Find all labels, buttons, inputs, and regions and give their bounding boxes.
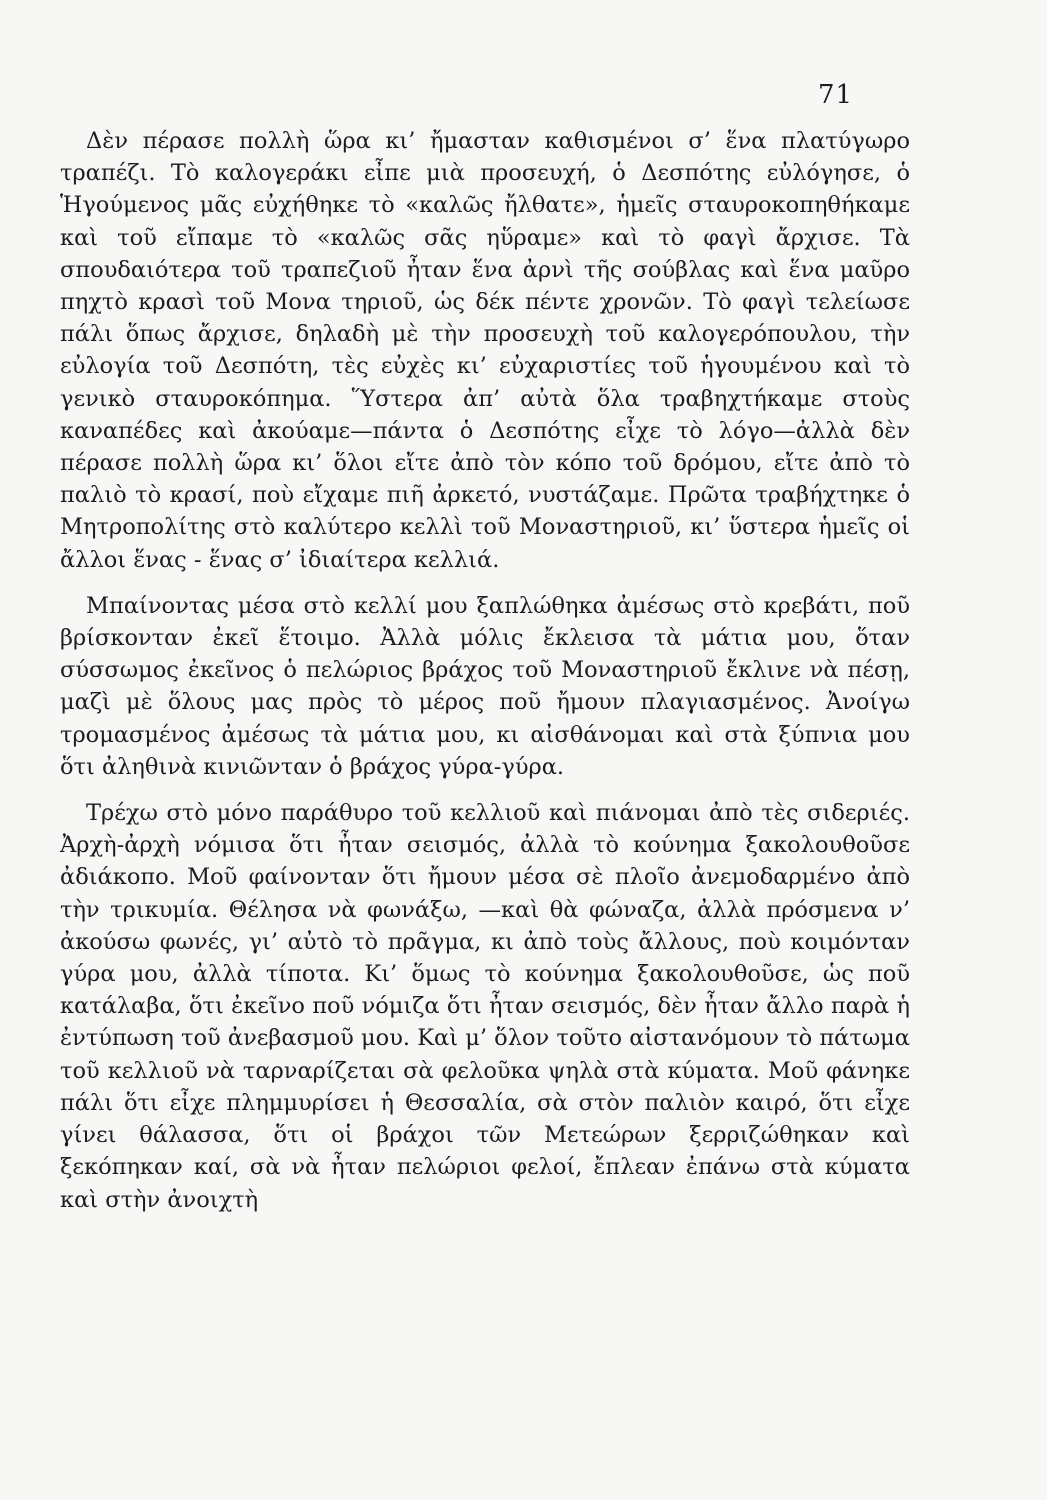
paragraph-1: Δὲν πέρασε πολλὴ ὥρα κι’ ἤμασταν καθισμένοι σ’ ἕνα πλατύγωρο τραπέζι. Τὸ καλογεράκι εἶπε μιὰ προσευχή, ὁ Δεσπότης εὐλόγησε, ὁ Ἡγούμενος μᾶς εὐχήθηκε τὸ «καλῶς ἤλθατε», ἡμεῖς σταυροκοπηθήκαμε καὶ τοῦ εἴπαμε τὸ «καλῶς σᾶς ηὕραμε» καὶ τὸ φαγὶ ἄρχισε. Τὰ σπουδαιότερα τοῦ τραπεζιοῦ ἦταν ἕνα ἀρνὶ τῆς σούβλας καὶ ἕνα μαῦρο πηχτὸ κρασὶ τοῦ Μονα τηριοῦ, ὡς δέκ πέντε χρονῶν. Τὸ φαγὶ τελείωσε πάλι ὅπως ἄρχισε, δηλαδὴ μὲ τὴν προσευχὴ τοῦ καλογερόπουλου, τὴν εὐλογία τοῦ Δεσπότη, τὲς εὐχὲς κι’ εὐχαριστίες τοῦ ἡγουμένου καὶ τὸ γενικὸ σταυροκόπημα. Ὕστερα ἀπ’ αὐτὰ ὅλα τραβηχτήκαμε στοὺς καναπέδες καὶ ἀκούαμε—πάντα ὁ Δεσπότης εἶχε τὸ λόγο—ἀλλὰ δὲν πέρασε πολλὴ ὥρα κι’ ὅλοι εἴτε ἀπὸ τὸν κόπο τοῦ δρόμου, εἴτε ἀπὸ τὸ παλιὸ τὸ κρασί, ποὺ εἴχαμε πιῆ ἀρκετό, νυστάζαμε. Πρῶτα τραβήχτηκε ὁ Μητροπολίτης στὸ καλύτερο κελλὶ τοῦ Μοναστηριοῦ, κι’ ὕστερα ἡμεῖς οἱ ἄλλοι ἕνας - ἕνας σ’ ἰδιαίτερα κελλιά. — [60, 128, 910, 573]
body-text — [60, 125, 910, 1230]
paragraph-3: Τρέχω στὸ μόνο παράθυρο τοῦ κελλιοῦ καὶ πιάνομαι ἀπὸ τὲς σιδεριές. Ἀρχὴ-ἀρχὴ νόμισα ὅτι ἦταν σεισμός, ἀλλὰ τὸ κούνημα ξακολουθοῦσε ἀδιάκοπο. Μοῦ φαίνονταν ὅτι ἤμουν μέσα σὲ πλοῖο ἀνεμοδαρμένο ἀπὸ τὴν τρικυμία. Θέλησα νὰ φωνάξω, —καὶ θὰ φώναζα, ἀλλὰ πρόσμενα ν’ ἀκούσω φωνές, γι’ αὐτὸ τὸ πρᾶγμα, κι ἀπὸ τοὺς ἄλλους, ποὺ κοιμόνταν γύρα μου, ἀλλὰ τίποτα. Κι’ ὅμως τὸ κούνημα ξακολουθοῦσε, ὡς ποῦ κατάλαβα, ὅτι ἐκεῖνο ποῦ νόμιζα ὅτι ἦταν σεισμός, δὲν ἦταν ἄλλο παρὰ ἡ ἐντύπωση τοῦ ἀνεβασμοῦ μου. Καὶ μ’ ὅλον τοῦτο αἰστανόμουν τὸ πάτωμα τοῦ κελλιοῦ νὰ ταρναρίζεται σὰ φελοῦκα ψηλὰ στὰ κύματα. Μοῦ φάνηκε πάλι ὅτι εἶχε πλημμυρίσει ἡ Θεσσαλία, σὰ στὸν παλιὸν καιρό, ὅτι εἶχε γίνει θάλασσα, ὅτι οἱ βράχοι τῶν Μετεώρων ξερριζώθηκαν καὶ ξεκόπηκαν καί, σὰ νὰ ἦταν πελώριοι φελοί, ἔπλεαν ἐπάνω στὰ κύματα καὶ στὴν ἀνοιχτὴ — [60, 800, 910, 1213]
page-number: 71 — [818, 80, 854, 110]
paragraph-2: Μπαίνοντας μέσα στὸ κελλί μου ξαπλώθηκα ἀμέσως στὸ κρεβάτι, ποῦ βρίσκονταν ἐκεῖ ἕτοιμο. Ἀλλὰ μόλις ἔκλεισα τὰ μάτια μου, ὅταν σύσσωμος ἐκεῖνος ὁ πελώριος βράχος τοῦ Μοναστηριοῦ ἔκλινε νὰ πέσῃ, μαζὶ μὲ ὅλους μας πρὸς τὸ μέρος ποῦ ἤμουν πλαγιασμένος. Ἀνοίγω τρομασμένος ἀμέσως τὰ μάτια μου, κι αἰσθάνομαι καὶ στὰ ξύπνια μου ὅτι ἀληθινὰ κινιῶνταν ὁ βράχος γύρα-γύρα. — [60, 592, 910, 780]
